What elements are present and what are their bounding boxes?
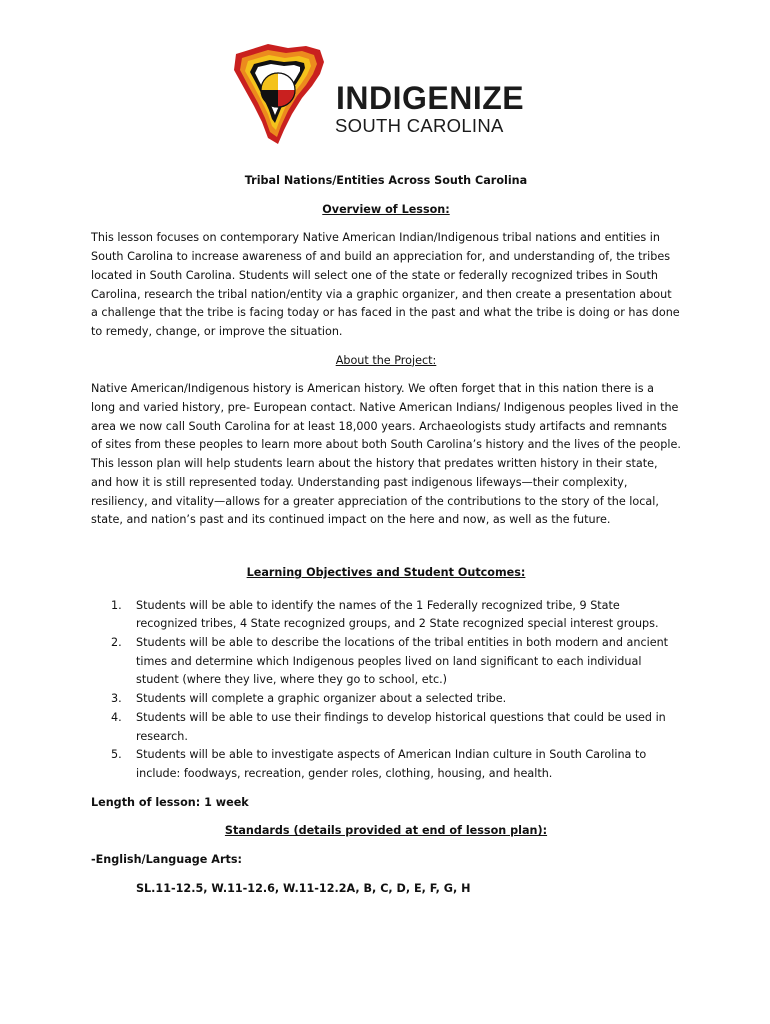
lesson-length: Length of lesson: 1 week — [91, 795, 249, 809]
list-item: 1. Students will be able to identify the names of the 1 Federally recognized tribe, 9 State recognized tribes, 4 State recognized groups, and 2 State recognized special interest groups. — [111, 598, 659, 631]
list-item: 3. Students will complete a graphic organizer about a selected tribe. — [111, 692, 507, 706]
document-title: Tribal Nations/Entities Across South Carolina — [244, 174, 528, 187]
overview-text: This lesson focuses on contemporary Native American Indian/Indigenous tribal nations and entities in South Carolina to increase awareness of and build an appreciation for, and understanding of, the tribes located in South Carolina. Students will select one of the state or federally recognized tribes in South Carolina, research the tribal nation/entity via a graphic organizer, and then create a presentation about a challenge that the tribe is facing today or has faced in the past and what the tribe is doing or has done to remedy, change, or improve the situation. — [91, 231, 680, 338]
project-heading: About the Project: — [335, 353, 437, 367]
objectives-list — [91, 597, 681, 784]
logo-title: INDIGENIZE — [336, 80, 525, 116]
logo-subtitle: SOUTH CAROLINA — [335, 115, 504, 136]
document-body — [91, 172, 681, 899]
medicine-wheel-icon — [261, 73, 295, 107]
overview-heading: Overview of Lesson: — [322, 202, 450, 216]
ela-standards: SL.11-12.5, W.11-12.6, W.11-12.2A, B, C, D, E, F, G, H — [136, 881, 471, 895]
list-item: 5. Students will be able to investigate aspects of American Indian culture in South Carolina to include: foodways, recreation, gender roles, clothing, housing, and health. — [111, 748, 647, 780]
objectives-heading: Learning Objectives and Student Outcomes: — [246, 565, 526, 579]
project-text: Native American/Indigenous history is American history. We often forget that in this nation there is a long and varied history, pre- European contact. Native American Indians/ Indigenous peoples lived in the area we now call South Carolina for at least 18,000 years. Archaeologists study artifacts and remnants of sites from these peoples to learn more about both South Carolina’s history and the lives of the people. This lesson plan will help students learn about the history that predates written history in their state, and how it is still represented today. Understanding past indigenous lifeways—their complexity, resiliency, and vitality—allows for a greater appreciation of the contributions to the story of the local, state, and nation’s past and its continued impact on the here and now, as well as the future. — [91, 382, 681, 527]
ela-label: -English/Language Arts: — [91, 853, 242, 867]
standards-heading: Standards (details provided at end of lesson plan): — [224, 824, 548, 838]
list-item: 4. Students will be able to use their findings to develop historical questions that could be used in research. — [111, 710, 666, 743]
list-item: 2. Students will be able to describe the locations of the tribal entities in both modern and ancient times and determine which Indigenous peoples lived on land significant to each individual student (where they live, where they go to school, etc.) — [111, 636, 669, 687]
